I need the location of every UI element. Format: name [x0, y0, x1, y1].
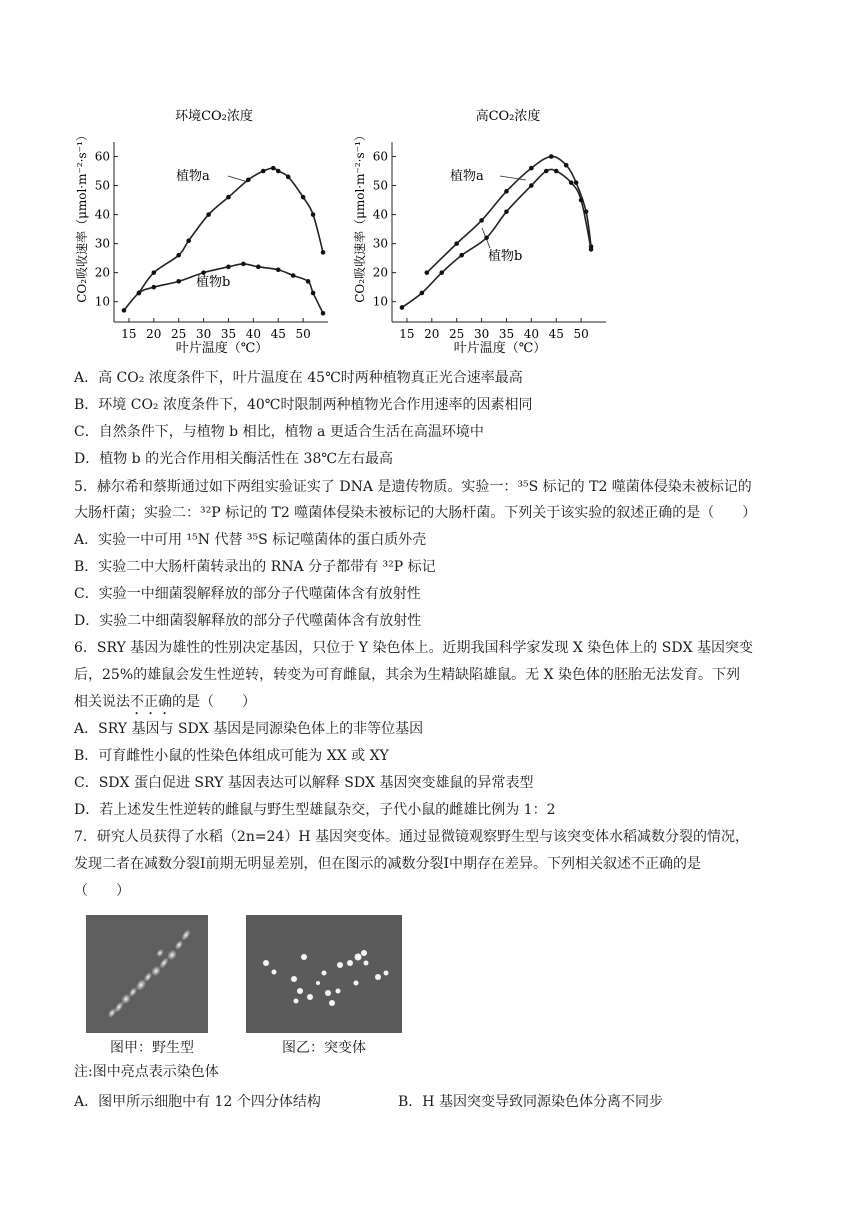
- q5-option-d: D．实验二中细菌裂解释放的部分子代噬菌体含有放射性: [74, 613, 422, 629]
- x-tick-label: 20: [146, 327, 162, 341]
- data-point: [311, 291, 316, 296]
- q5-option-c: C．实验一中细菌裂解释放的部分子代噬菌体含有放射性: [74, 586, 421, 602]
- x-tick-label: 25: [171, 327, 187, 341]
- data-point: [564, 163, 569, 168]
- data-point: [400, 305, 405, 310]
- q6-stem-text: 相关说法: [74, 694, 130, 710]
- data-point: [439, 270, 444, 275]
- x-tick-label: 25: [449, 327, 465, 341]
- chromosome-dots-diagonal: [86, 915, 208, 1033]
- data-point: [425, 270, 430, 275]
- data-point: [261, 169, 266, 174]
- chart-title: 环境CO₂浓度: [175, 109, 253, 124]
- chart-ambient-co2: [70, 100, 350, 362]
- caption-wild-type: 图甲：野生型: [110, 1040, 194, 1056]
- x-axis-label: 叶片温度（℃）: [175, 341, 269, 356]
- data-point: [574, 180, 579, 185]
- y-tick-label: 30: [372, 236, 388, 251]
- y-tick-label: 50: [372, 178, 388, 193]
- caption-mutant: 图乙：突变体: [282, 1040, 366, 1056]
- x-tick-label: 15: [121, 327, 137, 341]
- x-tick-label: 15: [399, 327, 415, 341]
- data-point: [137, 291, 142, 296]
- chart-title: 高CO₂浓度: [475, 109, 541, 124]
- q5-option-a: A．实验一中可用 ¹⁵N 代替 ³⁵S 标记噬菌体的蛋白质外壳: [74, 532, 427, 548]
- series-label-plant-b: 植物b: [488, 249, 523, 264]
- data-point: [226, 265, 231, 270]
- q7-stem-line2: 发现二者在减数分裂Ⅰ前期无明显差别，但在图示的减数分裂Ⅰ中期存在差异。下列相关叙述不正确的是: [74, 856, 702, 872]
- series-line-plant-b: [402, 169, 591, 307]
- data-point: [504, 189, 509, 194]
- series-label-plant-a: 植物a: [450, 169, 484, 184]
- x-tick-label: 35: [498, 327, 515, 341]
- q5-stem-line1: 5．赫尔希和蔡斯通过如下两组实验证实了 DNA 是遗传物质。实验一：³⁵S 标记的 T2 噬菌体侵染未被标记的: [74, 479, 752, 495]
- q4-option-a: A．高 CO₂ 浓度条件下，叶片温度在 45℃时两种植物真正光合速率最高: [74, 370, 523, 386]
- chromosome-dots-scattered: [246, 915, 402, 1033]
- data-point: [152, 285, 157, 290]
- data-point: [569, 180, 574, 185]
- data-point: [529, 183, 534, 188]
- q4-option-d: D．植物 b 的光合作用相关酶活性在 38℃左右最高: [74, 451, 394, 467]
- micrograph-wild-type: [86, 915, 208, 1033]
- data-point: [241, 262, 246, 267]
- y-tick-label: 50: [94, 178, 110, 193]
- x-axis-label: 叶片温度（℃）: [453, 341, 547, 356]
- data-point: [579, 198, 584, 203]
- data-point: [176, 253, 181, 258]
- data-point: [529, 166, 534, 171]
- data-point: [276, 267, 281, 272]
- y-tick-label: 20: [94, 265, 110, 280]
- data-point: [589, 247, 594, 252]
- data-point: [544, 169, 549, 174]
- q6-stem-line3: [74, 692, 256, 718]
- x-tick-label: 40: [523, 327, 539, 341]
- data-point: [311, 212, 316, 217]
- data-point: [152, 270, 157, 275]
- data-point: [479, 218, 484, 223]
- x-tick-label: 45: [548, 327, 564, 341]
- data-point: [276, 169, 281, 174]
- label-leader-line: [228, 176, 248, 182]
- figure-note: 注:图中亮点表示染色体: [74, 1064, 219, 1080]
- data-point: [420, 291, 425, 296]
- y-tick-label: 10: [94, 294, 110, 309]
- y-tick-label: 60: [372, 149, 388, 164]
- x-tick-label: 20: [424, 327, 440, 341]
- data-point: [504, 209, 509, 214]
- data-point: [554, 169, 559, 174]
- data-point: [549, 154, 554, 159]
- y-tick-label: 30: [94, 236, 110, 251]
- chart-high-co2: [350, 100, 620, 362]
- q6-option-d: D．若上述发生性逆转的雌鼠与野生型雄鼠杂交，子代小鼠的雌雄比例为 1：2: [74, 802, 556, 818]
- data-point: [286, 175, 291, 180]
- data-point: [291, 273, 296, 278]
- q5-option-b: B．实验二中大肠杆菌转录出的 RNA 分子都带有 ³²P 标记: [74, 559, 436, 575]
- q6-stem-line2: 后，25%的雄鼠会发生性逆转，转变为可育雌鼠，其余为生精缺陷雄鼠。无 X 染色体的胚胎无法发育。下列: [74, 667, 740, 683]
- x-tick-label: 30: [195, 327, 212, 341]
- data-point: [321, 250, 326, 255]
- q4-option-b: B．环境 CO₂ 浓度条件下，40℃时限制两种植物光合作用速率的因素相同: [74, 397, 533, 413]
- q6-stem-text-end: 的是（ ）: [172, 694, 256, 710]
- y-tick-label: 60: [94, 149, 110, 164]
- data-point: [306, 279, 311, 284]
- series-label-plant-b: 植物b: [196, 275, 231, 290]
- data-point: [459, 253, 464, 258]
- data-point: [122, 308, 127, 313]
- data-point: [256, 265, 261, 270]
- q6-option-c: C．SDX 蛋白促进 SRY 基因表达可以解释 SDX 基因突变雄鼠的异常表型: [74, 775, 534, 791]
- y-tick-label: 10: [372, 294, 388, 309]
- x-tick-label: 40: [245, 327, 261, 341]
- q5-stem-line2: 大肠杆菌；实验二：³²P 标记的 T2 噬菌体侵染未被标记的大肠杆菌。下列关于该实验的叙述正确的是（ ）: [74, 505, 757, 521]
- data-point: [271, 166, 276, 171]
- q6-option-b: B．可育雌性小鼠的性染色体组成可能为 XX 或 XY: [74, 748, 389, 764]
- series-line-plant-a: [139, 168, 323, 293]
- q7-option-a: A．图甲所示细胞中有 12 个四分体结构: [74, 1094, 321, 1110]
- q6-option-a: A．SRY 基因与 SDX 基因是同源染色体上的非等位基因: [74, 721, 424, 737]
- data-point: [226, 195, 231, 200]
- x-tick-label: 45: [270, 327, 286, 341]
- q6-emphasis-text: 不正确: [130, 694, 172, 710]
- x-tick-label: 50: [573, 327, 589, 341]
- x-tick-label: 35: [220, 327, 237, 341]
- data-point: [301, 195, 306, 200]
- data-point: [321, 311, 326, 316]
- data-point: [176, 279, 181, 284]
- q6-stem-line1: 6．SRY 基因为雄性的性别决定基因，只位于 Y 染色体上。近期我国科学家发现 X 染色体上的 SDX 基因突变: [74, 640, 753, 656]
- data-point: [206, 212, 211, 217]
- data-point: [186, 238, 191, 243]
- y-axis-label: CO₂吸收速率（μmol·m⁻²·s⁻¹）: [353, 129, 367, 303]
- q7-option-b: B．H 基因突变导致同源染色体分离不同步: [398, 1094, 663, 1110]
- y-tick-label: 40: [372, 207, 388, 222]
- data-point: [454, 241, 459, 246]
- y-tick-label: 20: [372, 265, 388, 280]
- micrograph-mutant: [246, 915, 402, 1033]
- x-tick-label: 30: [473, 327, 490, 341]
- q7-stem-line3: （ ）: [74, 883, 130, 899]
- x-tick-label: 50: [295, 327, 311, 341]
- q4-option-c: C．自然条件下，与植物 b 相比，植物 a 更适合生活在高温环境中: [74, 424, 484, 440]
- q7-stem-line1: 7．研究人员获得了水稻（2n=24）H 基因突变体。通过显微镜观察野生型与该突变体水稻减数分裂的情况，: [74, 829, 750, 845]
- y-tick-label: 40: [94, 207, 110, 222]
- y-axis-label: CO₂吸收速率（μmol·m⁻²·s⁻¹）: [75, 129, 89, 303]
- series-label-plant-a: 植物a: [176, 169, 210, 184]
